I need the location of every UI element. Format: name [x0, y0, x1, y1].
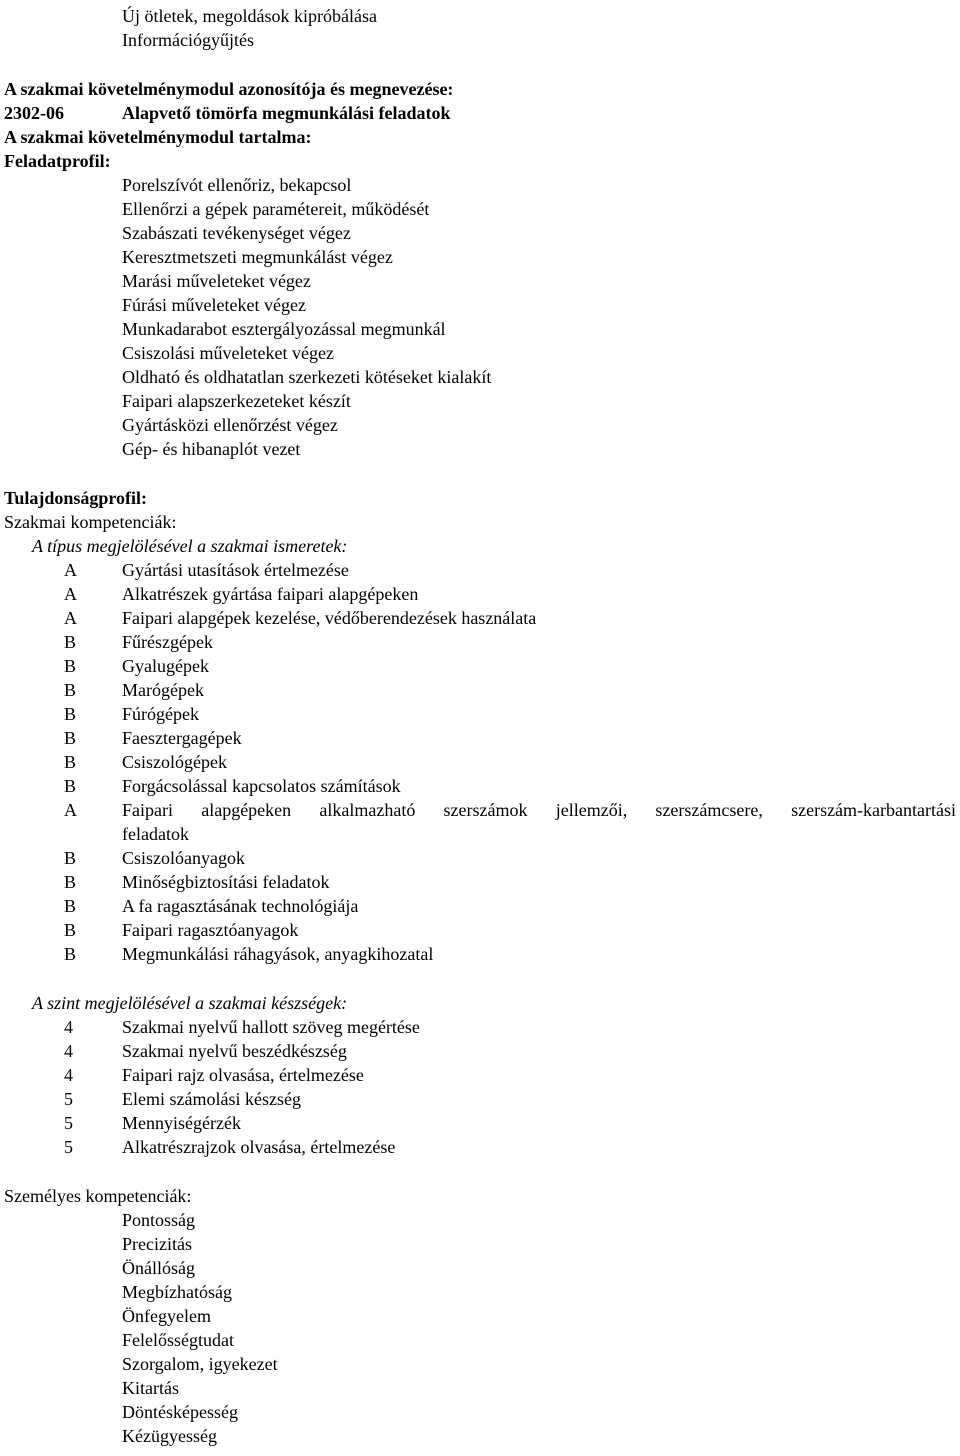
- skill-level: 5: [64, 1137, 73, 1157]
- module-code: 2302-06: [4, 103, 64, 123]
- knowledge-type: B: [64, 632, 77, 652]
- knowledge-type: B: [64, 728, 77, 748]
- skill-level: 4: [64, 1017, 73, 1037]
- knowledge-text: Minőségbiztosítási feladatok: [122, 872, 330, 892]
- skill-item: [0, 1039, 960, 1063]
- knowledge-item: [0, 750, 960, 774]
- skill-item: [0, 1087, 960, 1111]
- personal-item: Önfegyelem: [122, 1306, 211, 1326]
- knowledge-text: Csiszolóanyagok: [122, 848, 245, 868]
- knowledge-type: B: [64, 680, 77, 700]
- knowledge-item: [0, 678, 960, 702]
- knowledge-text: A fa ragasztásának technológiája: [122, 896, 359, 916]
- task-item: Faipari alapszerkezeteket készít: [122, 391, 351, 411]
- task-item: Keresztmetszeti megmunkálást végez: [122, 247, 393, 267]
- knowledge-item: [0, 870, 960, 894]
- skill-item: [0, 1111, 960, 1135]
- skills-heading: A szint megjelölésével a szakmai készségek:: [32, 993, 348, 1013]
- knowledge-heading: A típus megjelölésével a szakmai ismeretek:: [32, 536, 348, 556]
- knowledge-type: A: [64, 800, 77, 820]
- knowledge-item: [0, 918, 960, 942]
- knowledge-type: A: [64, 608, 77, 628]
- knowledge-text: Gyártási utasítások értelmezése: [122, 560, 349, 580]
- personal-competences-heading: Személyes kompetenciák:: [4, 1186, 192, 1206]
- task-item: Ellenőrzi a gépek paramétereit, működését: [122, 199, 430, 219]
- task-item: Szabászati tevékenységet végez: [122, 223, 351, 243]
- task-item: Porelszívót ellenőriz, bekapcsol: [122, 175, 352, 195]
- personal-item: Önállóság: [122, 1258, 195, 1278]
- knowledge-text: Faipari ragasztóanyagok: [122, 920, 299, 940]
- knowledge-text: Gyalugépek: [122, 656, 209, 676]
- personal-item: Kitartás: [122, 1378, 179, 1398]
- skill-item: [0, 1015, 960, 1039]
- skill-text: Szakmai nyelvű beszédkészség: [122, 1041, 347, 1061]
- knowledge-type: B: [64, 872, 77, 892]
- task-item: Gép- és hibanaplót vezet: [122, 439, 301, 459]
- knowledge-item: [0, 582, 960, 606]
- module-name: Alapvető tömörfa megmunkálási feladatok: [122, 103, 451, 123]
- knowledge-item: [0, 606, 960, 630]
- skill-text: Elemi számolási készség: [122, 1089, 301, 1109]
- skill-text: Szakmai nyelvű hallott szöveg megértése: [122, 1017, 420, 1037]
- knowledge-item: [0, 726, 960, 750]
- skill-item: [0, 1063, 960, 1087]
- personal-item: Felelősségtudat: [122, 1330, 234, 1350]
- skill-level: 5: [64, 1089, 73, 1109]
- skill-text: Alkatrészrajzok olvasása, értelmezése: [122, 1137, 396, 1157]
- knowledge-item: [0, 942, 960, 966]
- skill-item: [0, 1135, 960, 1159]
- knowledge-item: [0, 894, 960, 918]
- knowledge-text: Alkatrészek gyártása faipari alapgépeken: [122, 584, 419, 604]
- module-code-row: [0, 101, 960, 125]
- module-id-heading: A szakmai követelménymodul azonosítója és megnevezése:: [4, 79, 454, 99]
- knowledge-type: B: [64, 944, 77, 964]
- skill-level: 5: [64, 1113, 73, 1133]
- professional-competences-heading: Szakmai kompetenciák:: [4, 512, 177, 532]
- task-item: Csiszolási műveleteket végez: [122, 343, 334, 363]
- knowledge-type: B: [64, 848, 77, 868]
- task-item: Munkadarabot esztergályozással megmunkál: [122, 319, 446, 339]
- knowledge-type: B: [64, 704, 77, 724]
- personal-item: Precizitás: [122, 1234, 192, 1254]
- knowledge-item: [0, 630, 960, 654]
- knowledge-text: Forgácsolással kapcsolatos számítások: [122, 776, 401, 796]
- knowledge-item: [0, 798, 960, 822]
- personal-item: Szorgalom, igyekezet: [122, 1354, 278, 1374]
- knowledge-item: [0, 846, 960, 870]
- module-content-heading: A szakmai követelménymodul tartalma:: [4, 127, 312, 147]
- knowledge-text: Megmunkálási ráhagyások, anyagkihozatal: [122, 944, 434, 964]
- personal-item: Pontosság: [122, 1210, 196, 1230]
- knowledge-type: B: [64, 752, 77, 772]
- knowledge-text: Faipari alapgépek kezelése, védőberendezések használata: [122, 608, 537, 628]
- skill-level: 4: [64, 1065, 73, 1085]
- knowledge-text: Csiszológépek: [122, 752, 227, 772]
- knowledge-item: [0, 558, 960, 582]
- task-item: Gyártásközi ellenőrzést végez: [122, 415, 338, 435]
- personal-item: Döntésképesség: [122, 1402, 238, 1422]
- property-profile-heading: Tulajdonságprofil:: [4, 488, 148, 508]
- knowledge-text: Marógépek: [122, 680, 204, 700]
- skill-level: 4: [64, 1041, 73, 1061]
- knowledge-text: Fúrógépek: [122, 704, 199, 724]
- task-profile-heading: Feladatprofil:: [4, 151, 111, 171]
- skill-text: Faipari rajz olvasása, értelmezése: [122, 1065, 364, 1085]
- knowledge-type: B: [64, 920, 77, 940]
- knowledge-text-continuation: feladatok: [122, 824, 189, 844]
- knowledge-type: B: [64, 656, 77, 676]
- knowledge-type: A: [64, 584, 77, 604]
- knowledge-item: [0, 774, 960, 798]
- top-item: Információgyűjtés: [122, 30, 254, 50]
- knowledge-item: [0, 654, 960, 678]
- knowledge-type: A: [64, 560, 77, 580]
- skill-text: Mennyiségérzék: [122, 1113, 241, 1133]
- knowledge-item: [0, 702, 960, 726]
- knowledge-text: Faipari alapgépeken alkalmazható szerszámok jellemzői, szerszámcsere, szerszám-karbantartási: [122, 800, 956, 820]
- top-item: Új ötletek, megoldások kipróbálása: [122, 6, 377, 26]
- knowledge-type: B: [64, 896, 77, 916]
- knowledge-text: Fűrészgépek: [122, 632, 213, 652]
- personal-item: Kézügyesség: [122, 1426, 217, 1446]
- knowledge-type: B: [64, 776, 77, 796]
- task-item: Fúrási műveleteket végez: [122, 295, 306, 315]
- task-item: Marási műveleteket végez: [122, 271, 311, 291]
- knowledge-text: Faesztergagépek: [122, 728, 242, 748]
- personal-item: Megbízhatóság: [122, 1282, 232, 1302]
- task-item: Oldható és oldhatatlan szerkezeti kötéseket kialakít: [122, 367, 492, 387]
